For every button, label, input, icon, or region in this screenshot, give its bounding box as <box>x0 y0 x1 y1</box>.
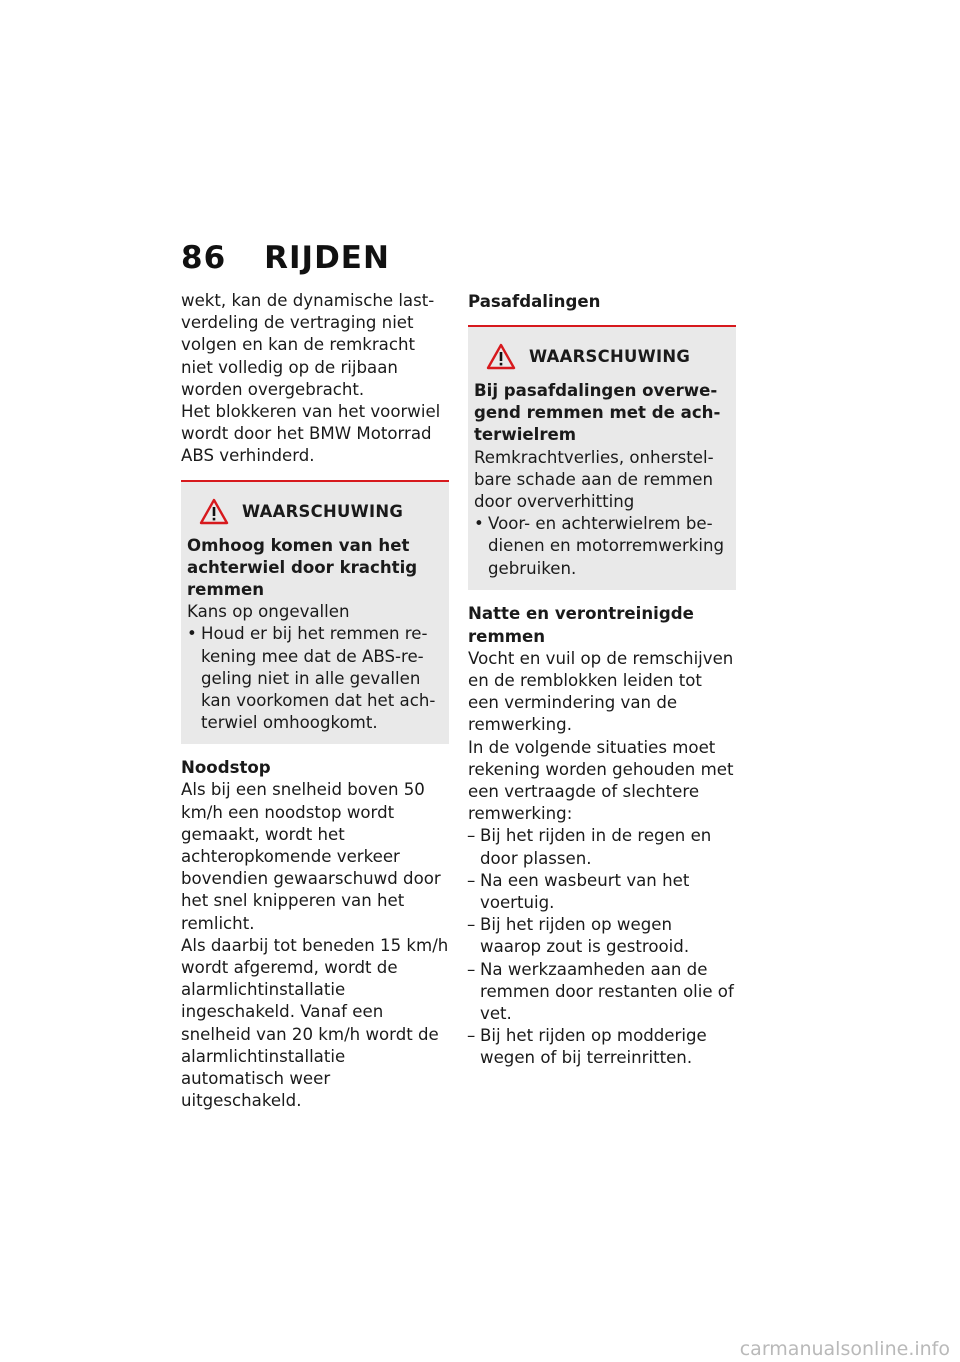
list-item: – Bij het rijden op modderige wegen of bij terreinritten. <box>467 1026 707 1068</box>
warning-risk: Remkrachtverlies, onherstelbare schade aan de remmen door oververhitting <box>474 447 714 512</box>
natte-paragraph-2: In de volgende situaties moet rekening worden gehouden met een vertraagde of slechtere remwerking: <box>468 737 734 824</box>
warning-triangle-icon <box>486 343 516 370</box>
warning-actions <box>474 513 730 580</box>
pasafdalingen-heading: Pasafdalingen <box>468 292 601 311</box>
warning-header <box>187 498 443 525</box>
list-item: – Na werkzaamheden aan de remmen door restanten olie of vet. <box>467 959 734 1024</box>
natte-paragraph-1: Vocht en vuil op de remschijven en de remblokken leiden tot een vermindering van de remwerking. <box>468 648 734 735</box>
noodstop-paragraph-1: Als bij een snelheid boven 50 km/h een noodstop wordt gemaakt, wordt het achteropkomende verkeer bovendien gewaarschuwd door het snel knipperen van het remlicht. <box>181 780 441 933</box>
watermark: carmanualsonline.info <box>739 1338 950 1360</box>
list-item: – Na een wasbeurt van het voertuig. <box>467 870 690 913</box>
list-item: • Voor- en achterwielrem bedienen en motorremwerking gebruiken. <box>474 514 725 578</box>
situations-list <box>468 825 736 1069</box>
noodstop-paragraph-2: Als daarbij tot beneden 15 km/h wordt afgeremd, wordt de alarmlichtinstallatie ingeschakeld. Vanaf een snelheid van 20 km/h wordt de alarmlichtinstallatie automatisch weer uitgeschakeld. <box>181 935 449 1111</box>
warning-title: Omhoog komen van het achterwiel door krachtig remmen <box>187 535 418 600</box>
warning-label: WAARSCHUWING <box>242 501 404 521</box>
page-header <box>181 240 390 276</box>
warning-risk: Kans op ongevallen <box>187 602 350 622</box>
page-number: 86 <box>181 240 227 276</box>
warning-label: WAARSCHUWING <box>529 347 691 366</box>
warning-title: Bij pasafdalingen overwegend remmen met de achterwielrem <box>474 381 721 445</box>
natte-remmen-heading: Natte en verontreinigde remmen <box>468 603 694 646</box>
intro-paragraph: wekt, kan de dynamische lastverdeling de vertraging niet volgen en kan de remkracht niet volledig op de rijbaan worden overgebracht. <box>181 291 435 399</box>
bullet-mark: • <box>474 514 484 534</box>
warning-actions <box>187 623 443 734</box>
warning-triangle-icon <box>199 498 229 525</box>
list-item: • Houd er bij het remmen rekening mee dat de ABS-regeling niet in alle gevallen kan voorkomen dat het achterwiel omhoogkomt. <box>187 624 436 733</box>
left-column <box>181 290 449 1113</box>
warning-header <box>474 343 730 370</box>
abs-paragraph: Het blokkeren van het voorwiel wordt door het BMW Motorrad ABS verhinderd. <box>181 402 441 466</box>
noodstop-heading: Noodstop <box>181 758 271 778</box>
list-item: – Bij het rijden op wegen waarop zout is gestrooid. <box>467 915 690 957</box>
chapter-title: RIJDEN <box>264 240 390 276</box>
list-item: – Bij het rijden in de regen en door plassen. <box>467 826 712 868</box>
warning-box-pass <box>468 325 736 590</box>
warning-box-rear-wheel <box>181 480 449 745</box>
bullet-mark: • <box>187 624 197 644</box>
right-column <box>468 290 736 1070</box>
